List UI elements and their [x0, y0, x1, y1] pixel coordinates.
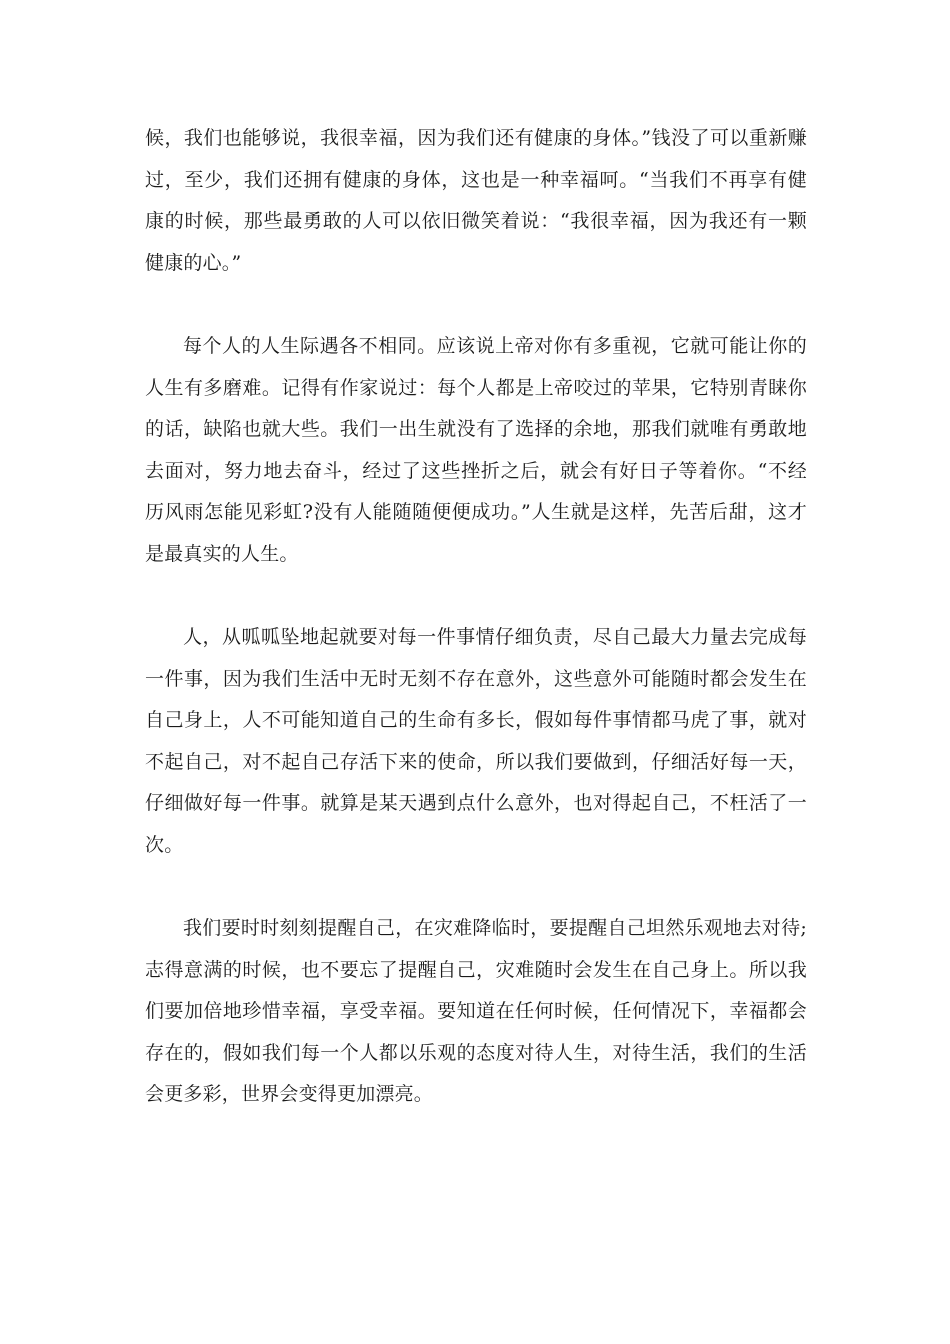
- paragraph-1: 候，我们也能够说，我很幸福，因为我们还有健康的身体。”钱没了可以重新赚过，至少，我们还拥有健康的身体，这也是一种幸福呵。“当我们不再享有健康的时候，那些最勇敢的人可以依旧微笑着说：“我很幸福，因为我还有一颗健康的心。”: [145, 127, 807, 274]
- paragraph-2: 每个人的人生际遇各不相同。应该说上帝对你有多重视，它就可能让你的人生有多磨难。记得有作家说过：每个人都是上帝咬过的苹果，它特别青睐你的话，缺陷也就大些。我们一出生就没有了选择的余地，那我们就唯有勇敢地去面对，努力地去奋斗，经过了这些挫折之后，就会有好日子等着你。“不经历风雨怎能见彩虹?没有人能随随便便成功。”人生就是这样，先苦后甜，这才是最真实的人生。: [145, 335, 807, 565]
- paragraph-gap: [145, 866, 807, 908]
- paragraph-gap: [145, 284, 807, 326]
- paragraph-3: 人，从呱呱坠地起就要对每一件事情仔细负责，尽自己最大力量去完成每一件事，因为我们生活中无时无刻不存在意外，这些意外可能随时都会发生在自己身上，人不可能知道自己的生命有多长，假如每件事情都马虎了事，就对不起自己，对不起自己存活下来的使命，所以我们要做到，仔细活好每一天，仔细做好每一件事。就算是某天遇到点什么意外，也对得起自己，不枉活了一次。: [145, 626, 807, 856]
- paragraph-gap: [145, 575, 807, 617]
- paragraph-4: 我们要时时刻刻提醒自己，在灾难降临时，要提醒自己坦然乐观地去对待;志得意满的时候，也不要忘了提醒自己，灾难随时会发生在自己身上。所以我们要加倍地珍惜幸福，享受幸福。要知道在任何时候，任何情况下，幸福都会存在的，假如我们每一个人都以乐观的态度对待人生，对待生活，我们的生活会更多彩，世界会变得更加漂亮。: [145, 917, 807, 1105]
- document-body: [145, 118, 807, 1116]
